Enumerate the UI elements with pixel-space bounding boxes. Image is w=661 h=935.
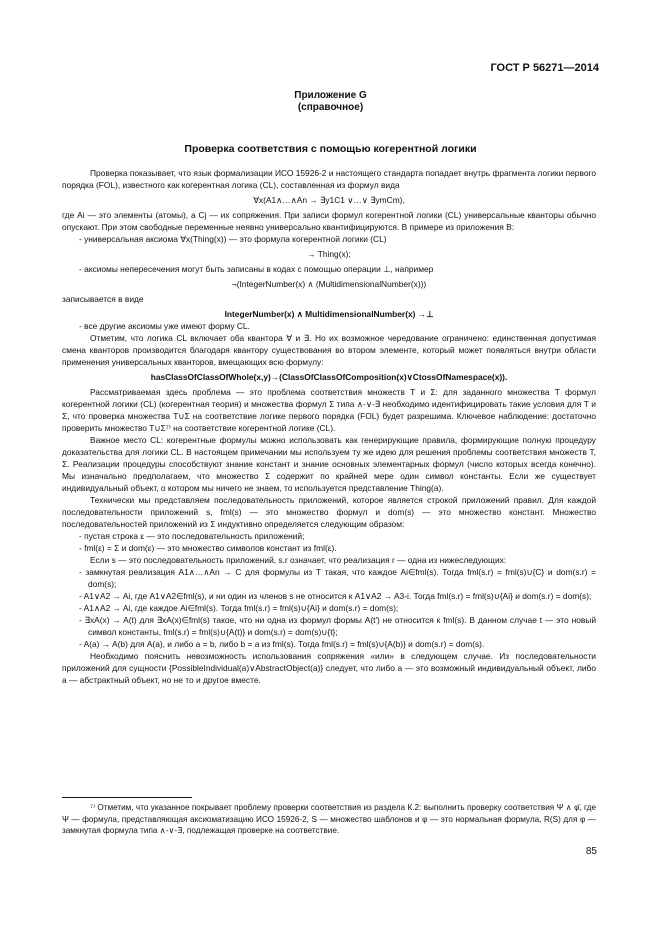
appendix-heading (0, 90, 661, 114)
footnote-divider (62, 797, 192, 798)
paragraph: Необходимо пояснить невозможность использования сопряжения «или» в следующем случае. Из последовательности приложений для сущности {PossibleIndividual(a)∨AbstractObject(a)} следует, что либо a — это возможный индивидуальный объект, либо a — абстрактный объект, но не то и другое вместе. (62, 651, 596, 685)
list-item: - все другие аксиомы уже имеют форму CL. (79, 321, 250, 331)
list-item: - аксиомы непересечения могут быть записаны в кодах с помощью операции ⊥, например (79, 264, 434, 274)
formula: → Thing(x); (307, 249, 351, 259)
list-item: - fml(ε) = Σ и dom(ε) — это множество символов констант из fml(ε). (79, 543, 337, 553)
paragraph: записывается в виде (62, 294, 144, 304)
standard-designation: ГОСТ Р 56271—2014 (490, 62, 599, 74)
list-item: - замкнутая реализация A1∧…∧An → C для формулы из Т такая, что каждое Ai∈fml(s). Тогда fml(s.r) = fml(s)∪{C} и dom(s.r) = dom(s); (79, 567, 596, 589)
paragraph: Рассматриваемая здесь проблема — это проблема соответствия множеств Т и Σ: для заданного множества Т формул когерентной логики (CL) (когерентная теория) и множества формул Σ типа ∧-∨-∃ необходимо идентифицировать такие условия для Т и Σ, что проверка множества Т∪Σ на соответствие логике первого порядка (FOL) будет разрешима. Ключевое наблюдение: достаточно проверить множество Т∪Σ⁷⁾ на соответствие когерентной логике (CL). (62, 387, 596, 433)
footnote-text: ⁷⁾ Отметим, что указанное покрывает проблему проверки соответствия из раздела К.2: выполнить проверку соответствия Ψ ∧ φ̄, где Ψ — формула, представляющая аксиоматизацию ИСО 15926-2, S — множество шаблонов и φ — это нормальная формула, R(S) для φ — замкнутая формула типа ∧-∨-∃, подлежащая проверке на соответствие. (62, 803, 596, 835)
page-number: 85 (585, 846, 597, 857)
paragraph: Технически мы представляем последовательность приложений, которое является строкой приложений правил. Для каждой последовательности приложений s, fml(s) — это множество формул и dom(s) — это множество констант. Множество последовательностей приложений из Σ индуктивно определяется следующим образом: (62, 495, 596, 529)
list-item: - пустая строка ε — это последовательность приложений; (79, 531, 305, 541)
paragraph: Важное место CL: когерентные формулы можно использовать как генерирующие правила, формирующие полную процедуру доказательства для логики CL. В настоящем примечании мы используем ту же идею для решения проблемы соответствия множеств Т, Σ. Реализации процедуры способствуют знание констант и знание основных элементарных формул (число которых всегда конечно). Мы изначально предполагаем, что множество Σ содержит по крайней мере один символ константы. Если же существует индивидуальный объект, о котором мы ничего не знаем, то используется представление Thing(a). (62, 435, 596, 493)
list-item: - A(a) → A(b) для A(a), и либо a = b, либо b = a из fml(s). Тогда fml(s.r) = fml(s)∪{A(b)} и dom(s.r) = dom(s). (79, 639, 485, 649)
list-item: - универсальная аксиома ∀x(Thing(x)) — это формула когерентной логики (CL) (79, 234, 387, 244)
appendix-label: Приложение G (294, 90, 367, 101)
formula: ∀x(A1∧…∧An → ∃y1C1 ∨…∨ ∃ymCm), (253, 195, 405, 205)
section-title: Проверка соответствия с помощью когерентной логики (184, 143, 477, 155)
paragraph: Отметим, что логика CL включает оба квантора ∀ и ∃. Но их возможное чередование ограничено: единственная допустимая смена кванторов производится благодаря квантору существования во втором элементе, который может появляться внутри области применения универсальных кванторов, вмещающих всю формулу: (62, 333, 596, 367)
appendix-status: (справочное) (297, 102, 364, 113)
paragraph: где Ai — это элементы (атомы), а Cj — их сопряжения. При записи формул когерентной логики (CL) универсальные кванторы обычно опускают. При этом свободные переменные неявно универсально квантифицируются. В примере из приложения В: (62, 210, 596, 232)
paragraph: Проверка показывает, что язык формализации ИСО 15926-2 и настоящего стандарта попадает внутрь фрагмента логики первого порядка (FOL), известного как когерентная логика (CL), составленная из формул вида (62, 168, 596, 190)
formula: ¬(IntegerNumber(x) ∧ (MultidimensionalNumber(x))) (231, 279, 427, 289)
list-item: - A1∨A2 → Ai, где A1∨A2∈fml(s), и ни один из членов s не относится к A1∨A2 → A3-i. Тогда fml(s.r) = fml(s)∪{Ai} и dom(s.r) = dom(s); (79, 591, 592, 601)
formula: IntegerNumber(x) ∧ MultidimensionalNumber(x) →⊥ (224, 309, 434, 319)
footnote (62, 797, 596, 837)
body-text (62, 167, 596, 686)
paragraph: Если s — это последовательность приложений, s.r означает, что реализация r — одна из нижеследующих: (90, 555, 507, 565)
list-item: - A1∧A2 → Ai, где каждое Ai∈fml(s). Тогда fml(s.r) = fml(s)∪{Ai} и dom(s.r) = dom(s); (79, 603, 399, 613)
list-item: - ∃xA(x) → A(t) для ∃xA(x)∈fml(s) такое, что ни одна из формул формы A(t′) не относится к fml(s). В данном случае t — это новый символ константы, fml(s.r) = fml(s)∪{A(t)} и dom(s.r) = dom(s)∪{t}; (79, 615, 596, 637)
formula: hasClassOfClassOfWhole(x,y)→(ClassOfClassOfComposition(x)∨CtossOfNamespace(x)). (150, 372, 508, 382)
